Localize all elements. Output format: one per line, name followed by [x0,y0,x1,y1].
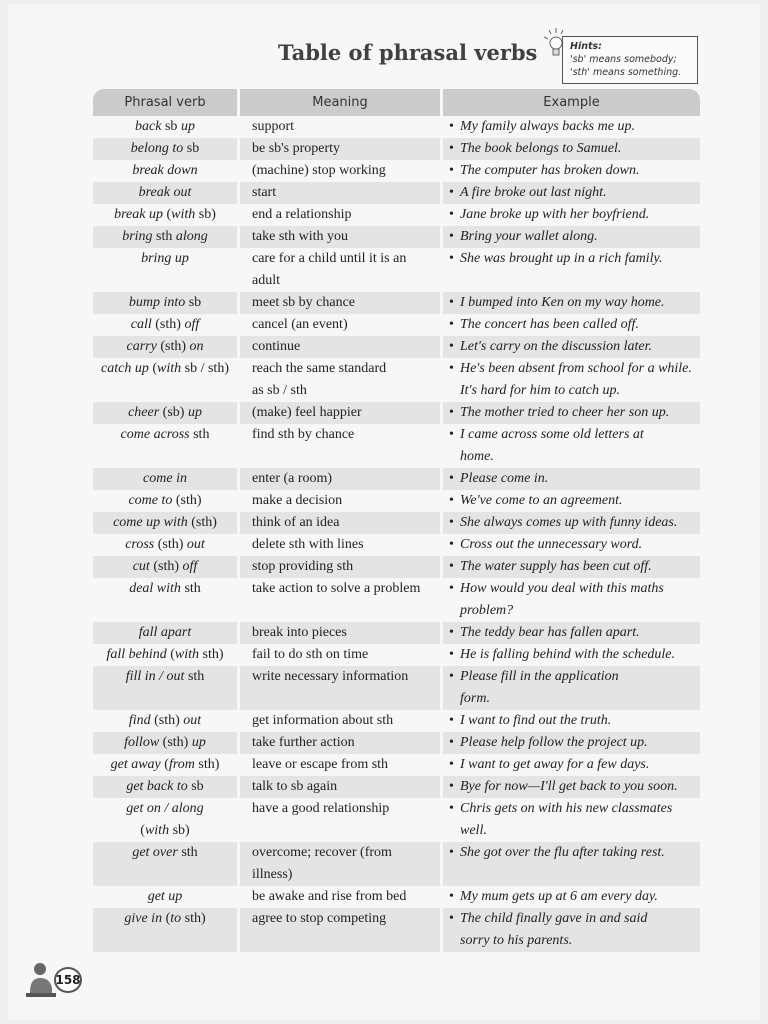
verb-part: up [180,119,195,134]
phrasal-verb-cell [93,666,237,710]
table-row [93,358,700,402]
verb-part: fall apart [138,625,192,640]
verb-part: out [183,713,202,728]
verb-part: come across [120,427,190,442]
example-cell: • I want to find out the truth. [443,710,700,732]
meaning-cell: have a good relationship [252,801,390,816]
verb-part: (sth) [149,559,183,574]
verb-part: fill in / out [125,669,185,684]
table-row [93,490,700,512]
verb-part: (sth) [154,537,187,552]
verb-part: come in [143,471,187,486]
verb-part: sth [184,669,205,684]
meaning-cell: (make) feel happier [240,402,440,424]
meaning-cell: write necessary information [240,666,440,710]
page-title: Table of phrasal verbs [278,40,538,65]
example-cell: • She always comes up with funny ideas. [443,512,700,534]
verb-part: get away [110,757,161,772]
verb-part: sb / sth) [181,361,229,376]
phrasal-verb-cell [93,732,237,754]
verb-part: ( [140,823,145,838]
meaning-cell: take further action [240,732,440,754]
meaning-cell: agree to stop competing [240,908,440,952]
phrasal-verb-cell [93,182,237,204]
meaning-cell: take action to solve a problem [252,581,421,596]
verb-part: on [189,339,204,354]
verb-part: bring [122,229,153,244]
phrasal-verb-cell [93,314,237,336]
verb-part: with [174,647,200,662]
phrasal-verb-cell [93,160,237,182]
verb-part: ( [162,911,171,926]
example-cell: • I want to get away for a few days. [443,754,700,776]
meaning-cell: stop providing sth [240,556,440,578]
table-row [93,556,700,578]
phrasal-verb-cell [93,578,237,622]
column-header-example: Example [443,89,700,116]
verb-part: up [191,735,206,750]
verb-part: give in [124,911,163,926]
table-row [93,754,700,776]
verb-part: bring up [141,251,189,266]
table-row [93,468,700,490]
phrasal-verb-cell [93,644,237,666]
table-row [93,116,700,138]
phrasal-verb-cell [93,512,237,534]
verb-part: belong to [130,141,184,156]
verb-part: fall behind [106,647,167,662]
phrasal-verb-cell [93,292,237,314]
example-cell: • My mum gets up at 6 am every day. [443,886,700,908]
hints-line: 'sth' means something. [570,67,682,78]
verb-part: to [170,911,182,926]
phrasal-verb-cell [93,358,237,402]
column-header-meaning: Meaning [240,89,440,116]
example-cell: • My family always backs me up. [443,116,700,138]
phrasal-verb-cell [93,798,237,842]
verb-part: back [135,119,162,134]
phrasal-verb-cell [93,490,237,512]
table-row [93,512,700,534]
verb-part: sth) [181,911,206,926]
verb-part: along [175,229,208,244]
table-row [93,292,700,314]
verb-part: carry [126,339,157,354]
table-row [93,534,700,556]
meaning-cell: support [252,119,294,134]
verb-part: with [157,361,182,376]
table-row [93,666,700,710]
table-row [93,160,700,182]
verb-part: sth) [194,757,220,772]
phrasal-verb-cell [93,204,237,226]
example-cell: • The book belongs to Samuel. [443,138,700,160]
verb-part: (sth) [150,713,184,728]
page-number: 158 [54,967,82,993]
verb-part: find [128,713,151,728]
example-cell: • He is falling behind with the schedule. [443,644,700,666]
table-row [93,226,700,248]
phrasal-verb-cell [93,226,237,248]
hints-line: 'sb' means somebody; [570,54,677,65]
meaning-cell: start [240,182,440,204]
hints-heading: Hints: [570,41,602,52]
meaning-cell: meet sb by chance [240,292,440,314]
table-row [93,248,700,292]
verb-part: break out [138,185,192,200]
example-cell: • Please come in. [443,468,700,490]
meaning-cell: reach the same standard as sb / sth [252,361,387,398]
example-cell: • Cross out the unnecessary word. [443,534,700,556]
phrasal-verb-cell [93,402,237,424]
table-row [93,138,700,160]
example-cell: • A fire broke out last night. [443,182,700,204]
meaning-cell: delete sth with lines [252,537,364,552]
table-row [93,886,700,908]
verb-part: cut [132,559,150,574]
verb-part: sth [180,581,201,596]
meaning-cell: think of an idea [240,512,440,534]
verb-part: off [182,559,198,574]
meaning-cell: end a relationship [252,207,352,222]
example-cell: • The mother tried to cheer her son up. [443,402,700,424]
verb-part: from [168,757,195,772]
example-cell: • The teddy bear has fallen apart. [443,622,700,644]
verb-part: get over [132,845,178,860]
example-cell: • Bye for now—I'll get back to you soon. [443,776,700,798]
phrasal-verb-cell [93,886,237,908]
table-row [93,402,700,424]
verb-part: break up [114,207,163,222]
verb-part: deal with [129,581,181,596]
table-row [93,776,700,798]
table-row [93,424,700,468]
example-cell: • The child finally gave in and said sorry to his parents. [443,908,700,952]
verb-part: break down [132,163,198,178]
meaning-cell: be awake and rise from bed [252,889,407,904]
table-row [93,798,700,842]
phrasal-verb-cell [93,468,237,490]
meaning-cell: care for a child until it is an adult [252,251,407,288]
verb-part: with [171,207,196,222]
meaning-cell: (machine) stop working [252,163,386,178]
table-row [93,578,700,622]
meaning-cell: be sb's property [240,138,440,160]
example-cell: • He's been absent from school for a while. It's hard for him to catch up. [443,358,700,402]
verb-part: sth) [199,647,224,662]
example-cell: • The water supply has been cut off. [443,556,700,578]
example-cell: • We've come to an agreement. [443,490,700,512]
example-cell: • Let's carry on the discussion later. [443,336,700,358]
verb-part: (sth) [156,339,190,354]
example-cell: • Bring your wallet along. [443,226,700,248]
example-cell: • Jane broke up with her boyfriend. [443,204,700,226]
verb-part: sb [183,141,200,156]
meaning-cell: enter (a room) [240,468,440,490]
verb-part: catch up [101,361,149,376]
meaning-cell: cancel (an event) [252,317,348,332]
phrasal-verb-cell [93,842,237,886]
verb-part: call [130,317,152,332]
phrasal-verb-table [93,116,700,952]
table-row [93,710,700,732]
verb-part: come to [128,493,173,508]
verb-part: cheer [128,405,160,420]
example-cell: • Chris gets on with his new classmates well. [443,798,700,842]
verb-part: out [186,537,205,552]
table-row [93,622,700,644]
verb-part: cross [125,537,155,552]
verb-part: sb [185,295,202,310]
table-row [93,204,700,226]
example-cell: • Please fill in the application form. [443,666,700,710]
meaning-cell: break into pieces [240,622,440,644]
table-row [93,842,700,886]
verb-part: ( [162,207,172,222]
phrasal-verb-cell [93,556,237,578]
meaning-cell: talk to sb again [240,776,440,798]
table-row [93,732,700,754]
phrasal-verb-cell [93,754,237,776]
column-header-phrasal-verb: Phrasal verb [93,89,237,116]
phrasal-verb-cell [93,138,237,160]
meaning-cell: leave or escape from sth [252,757,389,772]
verb-part: sb) [195,207,216,222]
verb-part: ( [148,361,158,376]
example-cell: • She got over the flu after taking rest. [443,842,700,886]
verb-part: get back to [126,779,188,794]
meaning-cell: find sth by chance [252,427,355,442]
phrasal-verb-cell [93,534,237,556]
table-row [93,644,700,666]
verb-part: (sth) [172,493,202,508]
phrasal-verb-cell [93,622,237,644]
verb-part: off [184,317,200,332]
example-cell: • The computer has broken down. [443,160,700,182]
meaning-cell: continue [240,336,440,358]
example-cell: • I bumped into Ken on my way home. [443,292,700,314]
phrasal-verb-cell [93,776,237,798]
hints-box [562,36,698,84]
verb-part: get on / along [126,801,204,816]
meaning-cell: get information about sth [252,713,394,728]
verb-part: get up [147,889,183,904]
example-cell: • I came across some old letters at home. [443,424,700,468]
verb-part: sb [161,119,181,134]
table-row [93,182,700,204]
meaning-cell: overcome; recover (from illness) [240,842,440,886]
verb-part: come up with [113,515,188,530]
example-cell: • Please help follow the project up. [443,732,700,754]
verb-part: (sth) [159,735,192,750]
meaning-cell: take sth with you [240,226,440,248]
verb-part: up [187,405,202,420]
verb-part: with [144,823,170,838]
phrasal-verb-cell [93,116,237,138]
table-row [93,314,700,336]
example-cell: • She was brought up in a rich family. [443,248,700,292]
verb-part: sb) [169,823,190,838]
table-header [93,89,700,116]
phrasal-verb-cell [93,248,237,292]
phrasal-verb-cell [93,336,237,358]
example-cell: • The concert has been called off. [443,314,700,336]
verb-part: (sth) [187,515,217,530]
table-row [93,908,700,952]
table-row [93,336,700,358]
verb-part: (sb) [159,405,188,420]
verb-part: sth [189,427,210,442]
verb-part: bump into [128,295,186,310]
phrasal-verb-cell [93,710,237,732]
example-cell: • How would you deal with this maths problem? [443,578,700,622]
verb-part: sb [187,779,204,794]
verb-part: ( [160,757,169,772]
meaning-cell: make a decision [252,493,343,508]
verb-part: sth [152,229,176,244]
verb-part: ( [166,647,175,662]
verb-part: (sth) [151,317,185,332]
phrasal-verb-cell [93,908,237,952]
phrasal-verb-cell [93,424,237,468]
verb-part: follow [124,735,160,750]
verb-part: sth [177,845,198,860]
meaning-cell: fail to do sth on time [252,647,369,662]
